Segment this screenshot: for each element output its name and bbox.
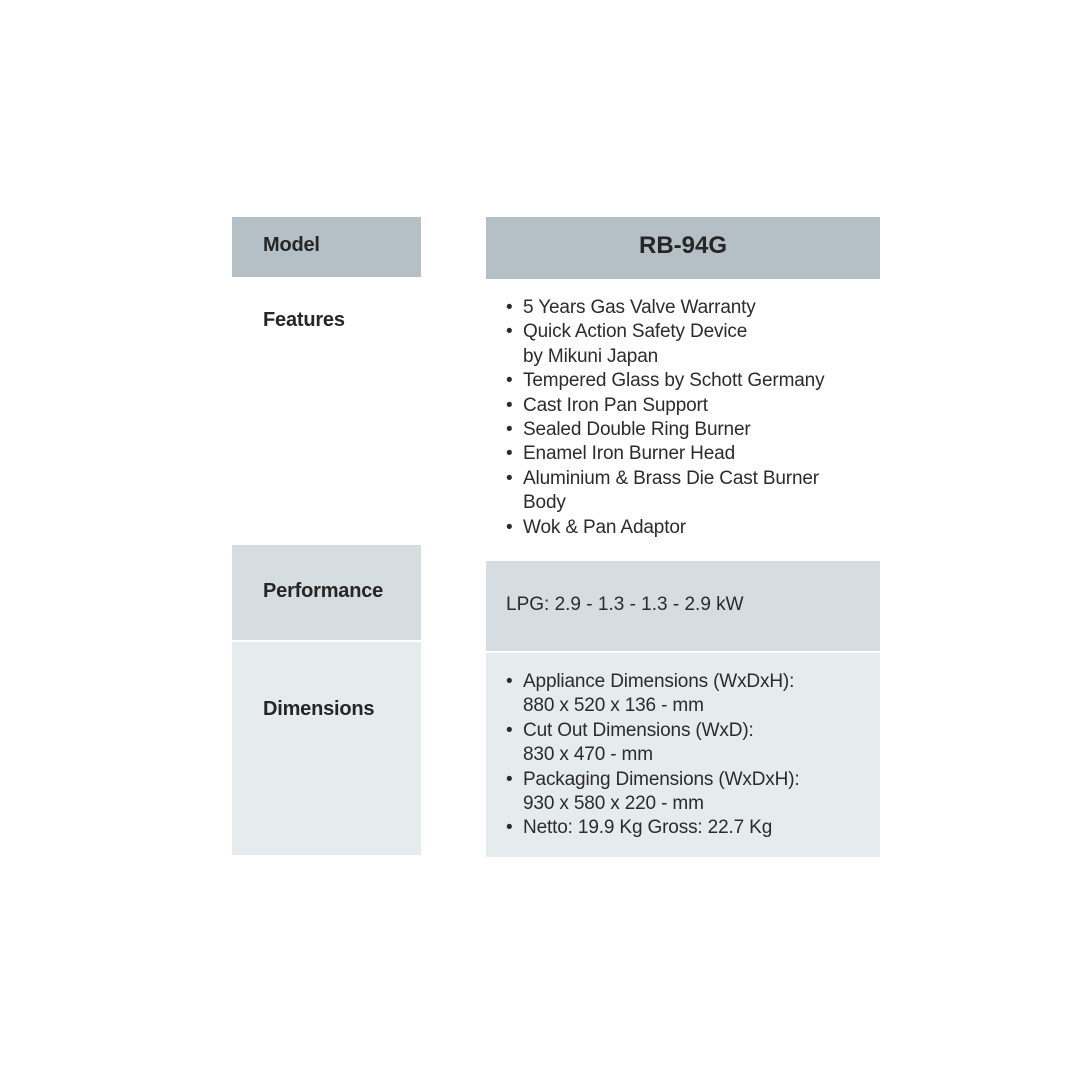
performance-value: LPG: 2.9 - 1.3 - 1.3 - 2.9 kW xyxy=(486,561,880,651)
model-value: RB-94G xyxy=(486,217,880,279)
list-item-text: Netto: 19.9 Kg Gross: 22.7 Kg xyxy=(523,817,773,839)
model-label: Model xyxy=(232,217,421,277)
list-item xyxy=(506,418,880,442)
list-item-text: 5 Years Gas Valve Warranty xyxy=(523,297,756,318)
bullet-icon: • xyxy=(506,370,513,392)
list-item xyxy=(506,768,880,817)
bullet-icon: • xyxy=(506,419,513,441)
bullet-icon: • xyxy=(506,321,513,343)
list-item-text: Tempered Glass by Schott Germany xyxy=(523,370,825,392)
bullet-icon: • xyxy=(506,394,513,416)
list-item-text: Body xyxy=(523,492,566,514)
list-item-text: Enamel Iron Burner Head xyxy=(523,443,735,465)
bullet-icon: • xyxy=(506,297,513,318)
list-item-text: 830 x 470 - mm xyxy=(523,744,653,766)
list-item xyxy=(506,719,880,768)
features-list xyxy=(506,296,880,540)
features-label: Features xyxy=(263,309,345,331)
dimensions-list xyxy=(506,670,880,841)
list-item-text: Wok & Pan Adaptor xyxy=(523,516,686,538)
bullet-icon: • xyxy=(506,768,513,790)
list-item xyxy=(506,670,880,719)
list-item-text: by Mikuni Japan xyxy=(523,345,659,367)
list-item-text: Cast Iron Pan Support xyxy=(523,394,708,416)
bullet-icon: • xyxy=(506,467,513,489)
bullet-icon: • xyxy=(506,671,513,692)
dimensions-value xyxy=(486,653,880,857)
list-item xyxy=(506,369,880,393)
list-item-text: Packaging Dimensions (WxDxH): xyxy=(523,768,800,790)
list-item-text: 930 x 580 x 220 - mm xyxy=(523,793,704,815)
list-item-text: Cut Out Dimensions (WxD): xyxy=(523,719,754,741)
list-item xyxy=(506,296,880,320)
list-item xyxy=(506,394,880,418)
performance-label: Performance xyxy=(232,545,421,640)
bullet-icon: • xyxy=(506,516,513,538)
list-item xyxy=(506,442,880,466)
bullet-icon: • xyxy=(506,719,513,741)
bullet-icon: • xyxy=(506,443,513,465)
list-item-text: Appliance Dimensions (WxDxH): xyxy=(523,671,795,692)
list-item xyxy=(506,516,880,540)
list-item-text: 880 x 520 x 136 - mm xyxy=(523,695,704,717)
list-item-text: Aluminium & Brass Die Cast Burner xyxy=(523,467,819,489)
list-item-text: Quick Action Safety Device xyxy=(523,321,748,343)
list-item xyxy=(506,320,880,369)
features-value xyxy=(486,296,880,550)
list-item xyxy=(506,816,880,840)
list-item xyxy=(506,467,880,516)
bullet-icon: • xyxy=(506,817,513,839)
dimensions-label: Dimensions xyxy=(232,642,421,855)
list-item-text: Sealed Double Ring Burner xyxy=(523,419,751,441)
